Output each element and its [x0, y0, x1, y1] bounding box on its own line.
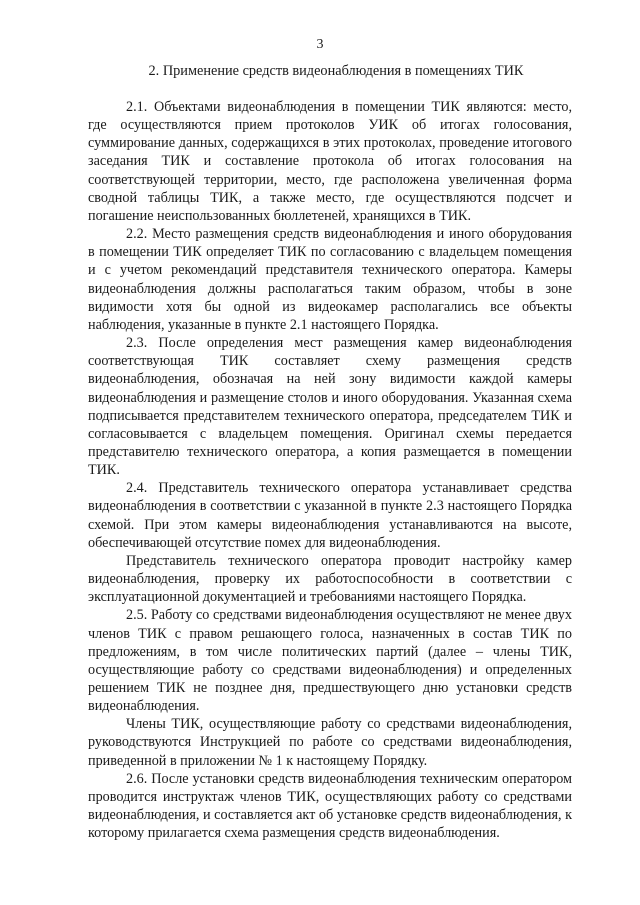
- paragraph-2-3: 2.3. После определения мест размещения камер видеонаблюдения соответствующая ТИК составляет схему размещения средств видеонаблюдения, обозначая на ней зону видимости каждой камеры видеонаблюдения и размещение столов и иного оборудования. Указанная схема подписывается представителем технического оператора, председателем ТИК и согласовывается с владельцем помещения. Оригинал схемы передается представителю технического оператора, а копия размещается в помещении ТИК.: [88, 335, 572, 479]
- section-heading: 2. Применение средств видеонаблюдения в помещениях ТИК: [148, 63, 524, 79]
- page-number: 3: [316, 37, 324, 52]
- paragraph-2-2: 2.2. Место размещения средств видеонаблюдения и иного оборудования в помещении ТИК определяет ТИК по согласованию с владельцем помещения и с учетом рекомендаций представителя технического оператора. Камеры видеонаблюдения должны располагаться таким образом, чтобы в зоне видимости хотя бы одной из видеокамер располагались все объекты наблюдения, указанные в пункте 2.1 настоящего Порядка.: [88, 226, 572, 333]
- paragraph-2-1: 2.1. Объектами видеонаблюдения в помещении ТИК являются: место, где осуществляются прием протоколов УИК об итогах голосования, суммирование данных, содержащихся в этих протоколах, проведение итогового заседания ТИК и составление протокола об итогах голосования на соответствующей территории, место, где расположена увеличенная форма сводной таблицы ТИК, а также место, где осуществляются подсчет и погашение неиспользованных бюллетеней, хранящихся в ТИК.: [88, 99, 572, 224]
- paragraph-2-5-continued: Члены ТИК, осуществляющие работу со средствами видеонаблюдения, руководствуются Инструкцией по работе со средствами видеонаблюдения, приведенной в приложении № 1 к настоящему Порядку.: [88, 716, 572, 769]
- paragraph-2-5: 2.5. Работу со средствами видеонаблюдения осуществляют не менее двух членов ТИК с правом решающего голоса, назначенных в состав ТИК по предложениям, в том числе политических партий (далее – члены ТИК, осуществляющие работу со средствами видеонаблюдения) и определенных решением ТИК не позднее дня, предшествующего дню установки средств видеонаблюдения.: [88, 607, 572, 715]
- section-body: [88, 98, 572, 842]
- paragraph-2-6: 2.6. После установки средств видеонаблюдения техническим оператором проводится инструктаж членов ТИК, осуществляющих работу со средствами видеонаблюдения, и составляется акт об установке средств видеонаблюдения, к которому прилагается схема размещения средств видеонаблюдения.: [88, 770, 572, 842]
- paragraph-2-4: 2.4. Представитель технического оператора устанавливает средства видеонаблюдения в соответствии с указанной в пункте 2.3 настоящего Порядка схемой. При этом камеры видеонаблюдения устанавливаются на высоте, обеспечивающей отсутствие помех для видеонаблюдения.: [88, 480, 572, 551]
- paragraph-2-4-continued: Представитель технического оператора проводит настройку камер видеонаблюдения, проверку их работоспособности в соответствии с эксплуатационной документацией и требованиями настоящего Порядка.: [88, 552, 572, 606]
